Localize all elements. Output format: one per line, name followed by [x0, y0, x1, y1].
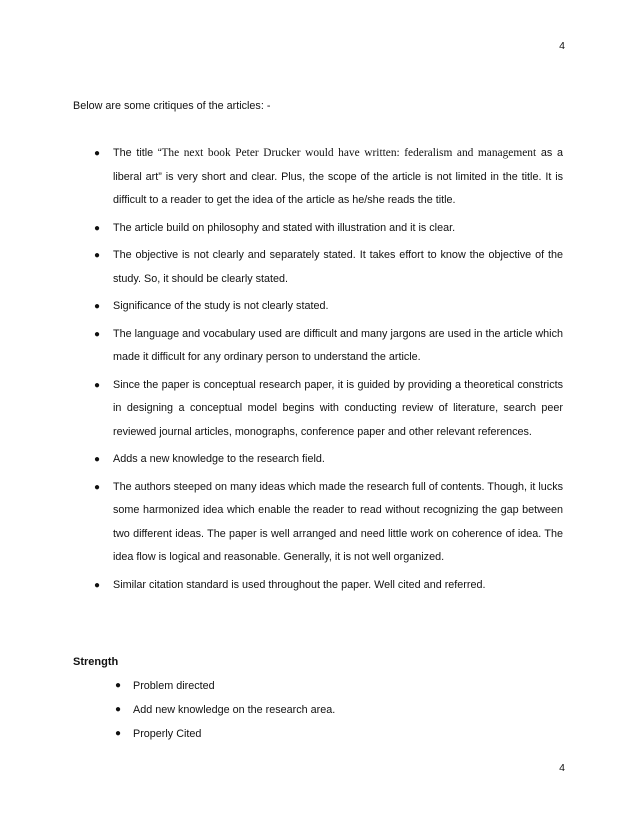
- critique-text: The authors steeped on many ideas which made the research full of contents. Though, it lucks some harmonized idea which enable the reader to read without recognizing the gap between two different ideas. The paper is well arranged and need little work on coherence of idea. The idea flow is logical and reasonable. Generally, it is not well organized.: [113, 480, 563, 563]
- list-item: [73, 674, 563, 698]
- bullet-icon: ●: [94, 579, 101, 591]
- list-item: [73, 142, 563, 213]
- strength-text: Add new knowledge on the research area.: [133, 704, 336, 716]
- critique-text: Since the paper is conceptual research paper, it is guided by providing a theoretical constricts in designing a conceptual model begins with conducting review of literature, search peer reviewed journal articles, monographs, conference paper and other relevant references.: [113, 378, 563, 438]
- critique-text: Significance of the study is not clearly stated.: [113, 300, 329, 312]
- strength-heading: Strength: [73, 656, 119, 668]
- list-item: [73, 476, 563, 570]
- critique-text-suffix: as a liberal art” is very short and clear. Plus, the scope of the article is not limited in the title. It is difficult to a reader to get the idea of the article as he/she reads the title.: [113, 147, 563, 206]
- list-item: [73, 374, 563, 445]
- list-item: [73, 295, 563, 319]
- list-item: [73, 217, 563, 241]
- bullet-icon: ●: [94, 454, 101, 465]
- strength-text: Problem directed: [133, 680, 215, 692]
- strengths-list: [73, 674, 563, 746]
- critique-text: The article build on philosophy and stated with illustration and it is clear.: [113, 221, 456, 234]
- bullet-icon: ●: [115, 704, 122, 715]
- bullet-icon: ●: [94, 328, 101, 340]
- list-item: [73, 698, 563, 722]
- bullet-icon: ●: [94, 301, 101, 312]
- critique-text: The objective is not clearly and separately stated. It takes effort to know the objective of the study. So, it should be clearly stated.: [113, 249, 563, 285]
- list-item: [73, 448, 563, 472]
- list-item: [73, 574, 563, 598]
- critique-text: Similar citation standard is used throughout the paper. Well cited and referred.: [113, 578, 486, 591]
- quoted-title: The next book Peter Drucker would have written: federalism and management: [161, 147, 537, 159]
- list-item: [73, 244, 563, 291]
- bullet-icon: ●: [94, 222, 101, 234]
- critiques-list: [73, 142, 563, 601]
- critique-text: Adds a new knowledge to the research field.: [113, 453, 325, 465]
- bullet-icon: ●: [115, 728, 122, 739]
- strength-text: Properly Cited: [133, 728, 202, 740]
- bullet-icon: ●: [115, 680, 122, 691]
- bullet-icon: ●: [94, 148, 101, 159]
- bullet-icon: ●: [94, 379, 101, 391]
- critique-text: The language and vocabulary used are difficult and many jargons are used in the article which made it difficult for any ordinary person to understand the article.: [113, 327, 563, 363]
- list-item: [73, 722, 563, 746]
- bullet-icon: ●: [94, 481, 101, 493]
- page-number-top: 4: [559, 40, 565, 52]
- page-number-bottom: 4: [559, 762, 565, 774]
- intro-text: Below are some critiques of the articles: -: [73, 100, 271, 112]
- critique-text-prefix: The title “: [113, 147, 162, 159]
- list-item: [73, 323, 563, 370]
- bullet-icon: ●: [94, 250, 101, 261]
